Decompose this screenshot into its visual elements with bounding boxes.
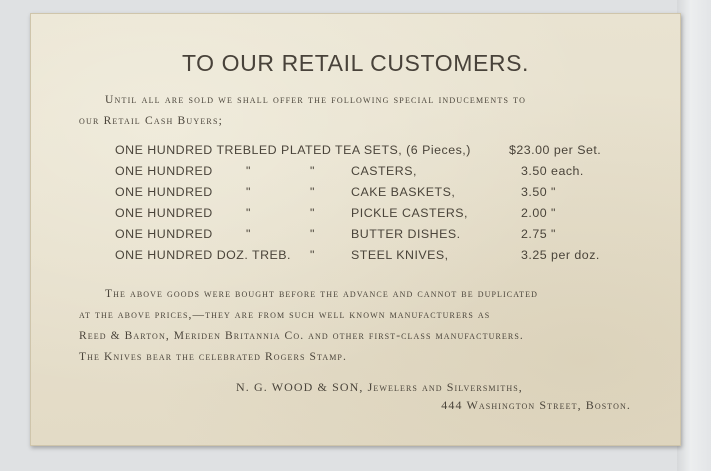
notice-line-3: Reed & Barton, Meriden Britannia Co. and other first-class manufacturers. bbox=[79, 330, 524, 342]
ditto-mark: " bbox=[246, 227, 251, 241]
notice-line-2: at the above prices,—they are from such well known manufacturers as bbox=[79, 309, 491, 321]
item-quantity: ONE HUNDRED bbox=[115, 185, 213, 199]
item-price: 2.00 " bbox=[521, 206, 556, 220]
item-name: CASTERS, bbox=[351, 164, 417, 178]
merchant-name: N. G. WOOD & SON, Jewelers and Silversmiths, bbox=[236, 380, 523, 394]
intro-line-1: Until all are sold we shall offer the following special inducements to bbox=[105, 94, 527, 106]
notice-line-4: The Knives bear the celebrated Rogers Stamp. bbox=[79, 351, 347, 363]
price-row bbox=[115, 227, 635, 248]
item-quantity: ONE HUNDRED DOZ. TREB. bbox=[115, 248, 291, 262]
merchant-signature bbox=[231, 380, 631, 413]
item-quantity: ONE HUNDRED bbox=[115, 206, 213, 220]
item-price: 3.50 " bbox=[521, 185, 556, 199]
card-title: TO OUR RETAIL CUSTOMERS. bbox=[181, 50, 530, 76]
price-row bbox=[115, 143, 635, 164]
price-row bbox=[115, 164, 635, 185]
item-price: 3.50 each. bbox=[521, 164, 584, 178]
scanner-background bbox=[677, 0, 711, 471]
ditto-mark: " bbox=[310, 164, 315, 178]
ditto-mark: " bbox=[246, 206, 251, 220]
ditto-mark: " bbox=[246, 164, 251, 178]
ditto-mark: " bbox=[310, 248, 315, 262]
price-row bbox=[115, 185, 635, 206]
item-price: 2.75 " bbox=[521, 227, 556, 241]
item-name: CAKE BASKETS, bbox=[351, 185, 456, 199]
item-description: ONE HUNDRED TREBLED PLATED TEA SETS, (6 Pieces,) bbox=[115, 143, 471, 157]
intro-line-2: our Retail Cash Buyers; bbox=[79, 115, 224, 127]
item-name: STEEL KNIVES, bbox=[351, 248, 449, 262]
ditto-mark: " bbox=[310, 185, 315, 199]
price-row bbox=[115, 206, 635, 227]
ditto-mark: " bbox=[310, 206, 315, 220]
merchant-address: 444 Washington Street, Boston. bbox=[441, 398, 631, 412]
ditto-mark: " bbox=[310, 227, 315, 241]
item-price: 3.25 per doz. bbox=[521, 248, 600, 262]
price-list bbox=[115, 143, 635, 269]
item-name: PICKLE CASTERS, bbox=[351, 206, 468, 220]
item-quantity: ONE HUNDRED bbox=[115, 164, 213, 178]
notice-paragraph bbox=[79, 284, 631, 368]
item-quantity: ONE HUNDRED bbox=[115, 227, 213, 241]
item-price: $23.00 per Set. bbox=[509, 143, 602, 157]
ditto-mark: " bbox=[246, 185, 251, 199]
notice-line-1: The above goods were bought before the advance and cannot be duplicated bbox=[105, 288, 539, 300]
intro-text bbox=[79, 90, 631, 132]
trade-card bbox=[30, 13, 681, 446]
price-row bbox=[115, 248, 635, 269]
item-name: BUTTER DISHES. bbox=[351, 227, 461, 241]
